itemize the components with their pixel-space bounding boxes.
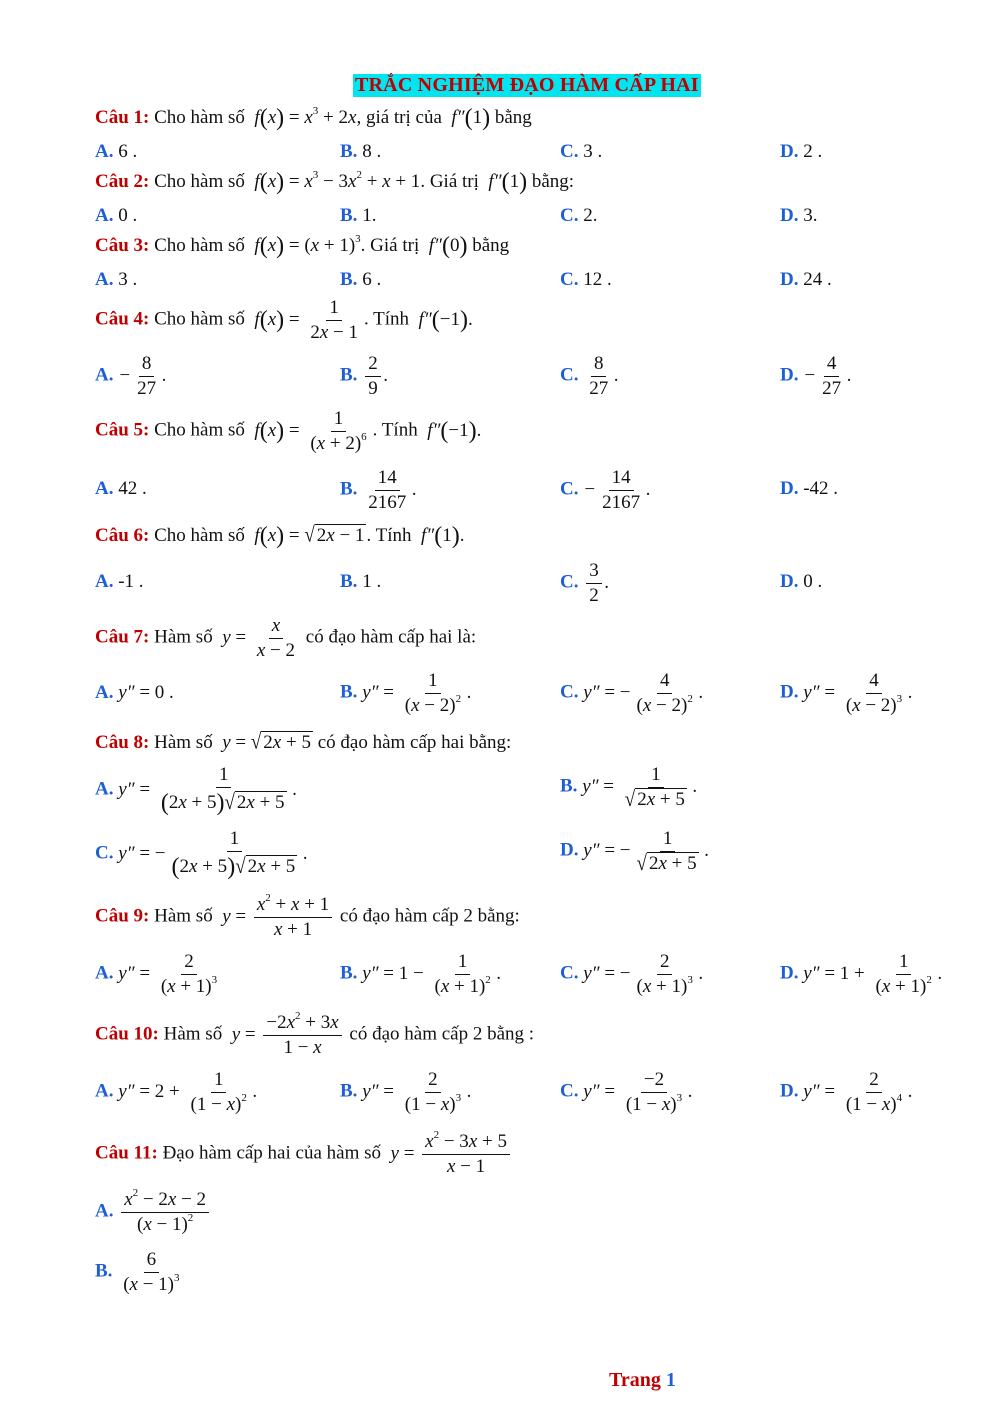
option-b[interactable]: B. y″ = 1 − $\frac{1}{(x + 1)^2}$ . xyxy=(340,951,502,997)
option-c[interactable]: C. y″ = − $\frac{4}{(x - 2)^2}$ . xyxy=(560,670,704,716)
question-text-end: có đạo hàm cấp 2 bằng : xyxy=(349,1023,535,1045)
page-number: 1 xyxy=(665,1369,676,1391)
question-label: Câu 6: xyxy=(95,525,150,546)
option-d[interactable]: D. 2 . xyxy=(780,141,823,162)
page-footer xyxy=(609,1369,676,1392)
formula: y = $\frac{x^2 - 3x + 5}{x - 1}$ xyxy=(386,1143,513,1164)
option-c[interactable]: C. − $\frac{14}{2167}$ . xyxy=(560,467,651,513)
option-c[interactable]: C. y″ = − $\frac{1}{(2x + 5)√ 2x + 5}$ . xyxy=(95,828,309,880)
option-b[interactable]: B. y″ = $\frac{2}{(1 - x)^3}$ . xyxy=(340,1069,472,1115)
option-a[interactable]: A. y″ = 2 + $\frac{1}{(1 - x)^2}$ . xyxy=(95,1069,258,1115)
option-a[interactable]: A. − $\frac{8}{27}$ . xyxy=(95,353,167,399)
question-label: Câu 5: xyxy=(95,419,150,441)
question-label: Câu 3: xyxy=(95,235,150,256)
question-6 xyxy=(95,523,464,550)
option-a[interactable]: A. 6 . xyxy=(95,141,138,162)
question-text: Cho hàm số xyxy=(154,235,245,256)
question-label: Câu 1: xyxy=(95,107,150,128)
formula: y = $\frac{-2x^2 + 3x}{1 - x}$ xyxy=(227,1024,345,1045)
question-label: Câu 4: xyxy=(95,308,150,330)
option-c[interactable]: C. 3 . xyxy=(560,141,603,162)
question-text-end: có đạo hàm cấp hai là: xyxy=(305,626,477,648)
option-a[interactable]: A. 3 . xyxy=(95,269,138,290)
option-b[interactable]: B. y″ = $\frac{1}{√ 2x + 5}$ . xyxy=(560,764,698,812)
question-label: Câu 7: xyxy=(95,626,150,648)
question-text-mid: , giá trị của xyxy=(356,107,442,128)
option-c[interactable]: C. y″ = $\frac{-2}{(1 - x)^3}$ . xyxy=(560,1069,693,1115)
option-b[interactable]: B. 8 . xyxy=(340,141,382,162)
option-a[interactable]: A. $\frac{x^2 - 2x - 2}{(x - 1)^2}$ xyxy=(95,1188,212,1237)
option-d[interactable]: D. 3. xyxy=(780,205,818,226)
option-d[interactable]: D. 0 . xyxy=(780,571,823,592)
question-11 xyxy=(95,1130,513,1179)
option-d[interactable]: D. y″ = $\frac{4}{(x - 2)^3}$ . xyxy=(780,670,913,716)
question-text-mid: . Tính xyxy=(364,308,410,330)
question-label: Câu 9: xyxy=(95,905,150,927)
question-label: Câu 8: xyxy=(95,732,150,753)
formula: f″(1) xyxy=(483,169,528,195)
question-text-end: có đạo hàm cấp 2 bằng: xyxy=(339,905,520,927)
option-b[interactable]: B. 1 . xyxy=(340,571,382,592)
formula: f″(1) xyxy=(446,105,491,131)
question-text: Hàm số xyxy=(154,732,213,753)
question-text-end: bằng xyxy=(472,235,510,256)
question-9 xyxy=(95,893,520,942)
option-a[interactable]: A. y″ = $\frac{2}{(x + 1)^3}$ xyxy=(95,951,218,997)
formula: f(x) = $\frac{1}{2x - 1}$ xyxy=(249,297,358,343)
question-4 xyxy=(95,296,473,345)
option-d[interactable]: D. 24 . xyxy=(780,269,832,290)
question-text-mid: . Giá trị xyxy=(360,235,420,256)
question-label: Câu 10: xyxy=(95,1023,159,1045)
formula: f″(−1). xyxy=(422,417,482,444)
option-b[interactable]: B. 1. xyxy=(340,205,377,226)
question-text: Hàm số xyxy=(154,626,213,648)
option-c[interactable]: C. 12 . xyxy=(560,269,612,290)
question-5 xyxy=(95,407,481,456)
option-b[interactable]: B. $\frac{2}{9}$ . xyxy=(340,353,389,399)
question-text-mid: . Tính xyxy=(372,419,418,441)
option-c[interactable]: C. 2. xyxy=(560,205,598,226)
option-b[interactable]: B. $\frac{14}{2167}$ . xyxy=(340,467,417,513)
question-7 xyxy=(95,614,476,663)
option-c[interactable]: C. $\frac{3}{2}$ . xyxy=(560,560,610,606)
formula: f″(−1). xyxy=(413,306,473,333)
option-a[interactable]: A. 42 . xyxy=(95,478,147,499)
question-8 xyxy=(95,731,511,755)
option-d[interactable]: D. -42 . xyxy=(780,478,839,499)
question-text: Cho hàm số xyxy=(154,525,245,546)
question-2 xyxy=(95,169,574,196)
question-text: Cho hàm số xyxy=(154,107,245,128)
option-a[interactable]: A. 0 . xyxy=(95,205,138,226)
question-text-mid: . Tính xyxy=(366,525,412,546)
question-text-end: có đạo hàm cấp hai bằng: xyxy=(317,732,512,753)
option-d[interactable]: D. y″ = $\frac{2}{(1 - x)^4}$ . xyxy=(780,1069,913,1115)
question-text: Cho hàm số xyxy=(154,171,245,192)
page-title: TRẮC NGHIỆM ĐẠO HÀM CẤP HAI xyxy=(355,74,699,96)
question-text: Cho hàm số xyxy=(154,308,245,330)
option-d[interactable]: D. − $\frac{4}{27}$ . xyxy=(780,353,852,399)
formula: f″(0) xyxy=(423,233,468,259)
question-1 xyxy=(95,105,532,132)
formula: $f(x) = (x + 1)^3$ xyxy=(249,233,361,259)
question-text: Hàm số xyxy=(154,905,213,927)
question-text: Đạo hàm cấp hai của hàm số xyxy=(162,1142,381,1164)
option-b[interactable]: B. 6 . xyxy=(340,269,382,290)
option-c[interactable]: C. y″ = − $\frac{2}{(x + 1)^3}$ . xyxy=(560,951,704,997)
formula: f(x) = $\frac{1}{(x + 2)^6}$ xyxy=(249,408,367,454)
formula: y = $\frac{x}{x - 2}$ xyxy=(217,615,296,661)
question-10 xyxy=(95,1011,534,1060)
formula: y = $\frac{x^2 + x + 1}{x + 1}$ xyxy=(217,906,335,927)
formula: f″(1). xyxy=(416,523,465,549)
question-3 xyxy=(95,233,509,260)
option-d[interactable]: D. y″ = − $\frac{1}{√ 2x + 5}$ . xyxy=(560,828,710,876)
question-text-end: bằng xyxy=(494,107,532,128)
question-text: Cho hàm số xyxy=(154,419,245,441)
option-b[interactable]: B. y″ = $\frac{1}{(x - 2)^2}$ . xyxy=(340,670,472,716)
option-a[interactable]: A. y″ = $\frac{1}{(2x + 5)√ 2x + 5}$ . xyxy=(95,764,298,816)
question-text: Hàm số xyxy=(163,1023,223,1045)
option-b[interactable]: B. $\frac{6}{(x - 1)^3}$ xyxy=(95,1249,180,1295)
question-label: Câu 2: xyxy=(95,171,150,192)
option-c[interactable]: C. $\frac{8}{27}$ . xyxy=(560,353,619,399)
footer-word: Trang xyxy=(609,1369,661,1391)
formula: f(x) = √ 2x − 1 xyxy=(249,523,365,549)
question-label: Câu 11: xyxy=(95,1142,158,1164)
question-text-mid: . Giá trị xyxy=(420,171,479,192)
option-d[interactable]: D. y″ = 1 + $\frac{1}{(x + 1)^2}$ . xyxy=(780,951,943,997)
formula: $f(x) = x^3 + 2x$ xyxy=(249,105,357,131)
option-a[interactable]: A. -1 . xyxy=(95,571,144,592)
option-a[interactable]: A. y″ = 0 . xyxy=(95,682,174,703)
question-text-end: bằng: xyxy=(531,171,575,192)
formula: y = √ 2x + 5 xyxy=(217,730,311,755)
formula: $f(x) = x^3 - 3x^2 + x + 1$ xyxy=(249,169,421,195)
